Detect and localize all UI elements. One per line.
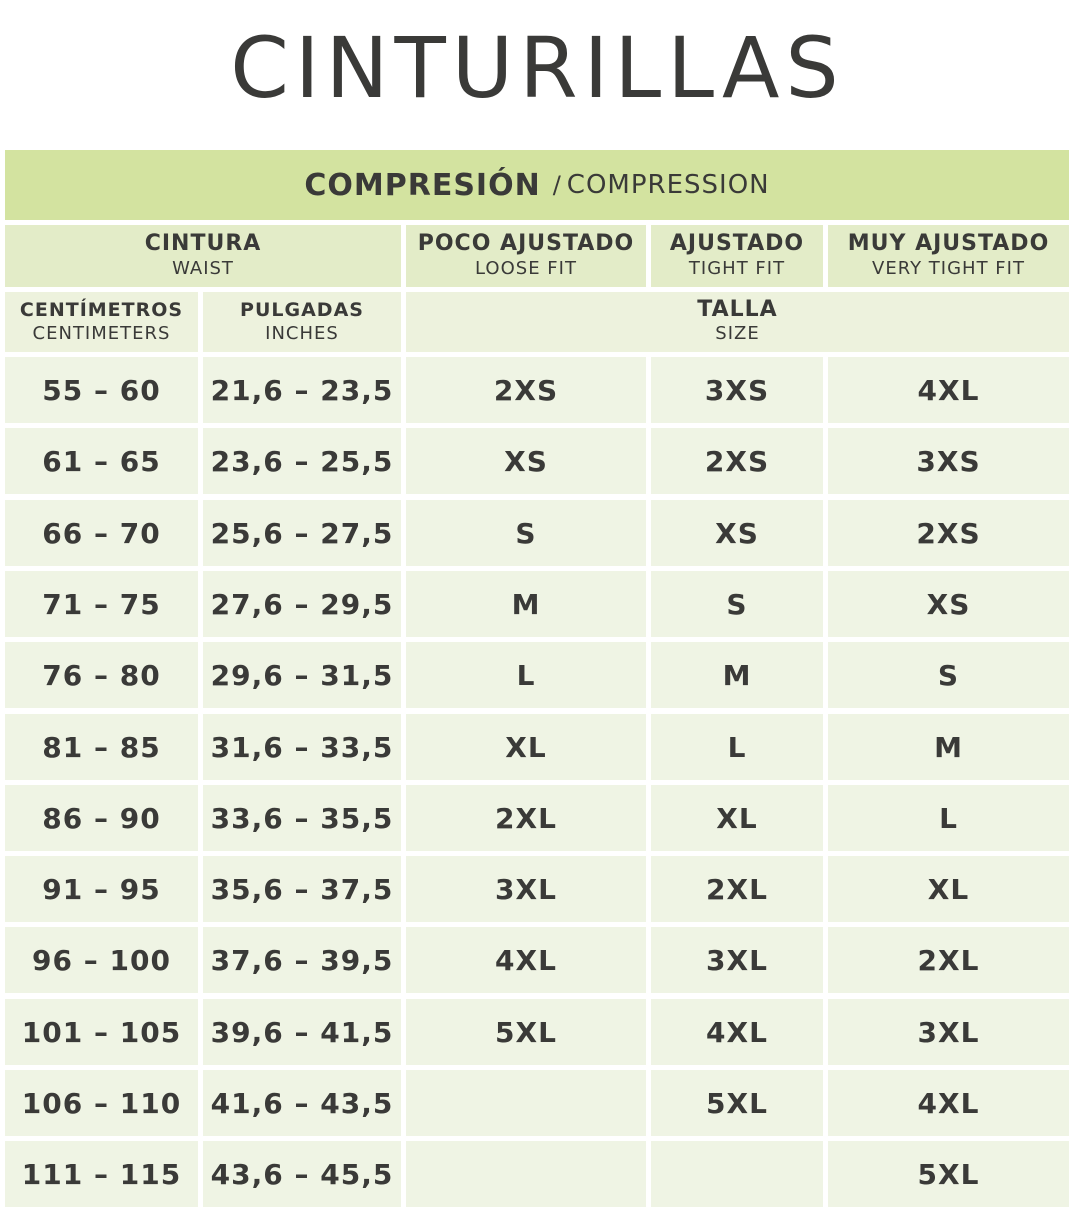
waist-header-en: WAIST: [172, 258, 234, 279]
waist-inches-cell-value: 41,6 – 43,5: [210, 1086, 394, 1120]
waist-inches-cell: [203, 357, 401, 423]
tight-fit-size-cell: [651, 1070, 823, 1136]
loose-fit-size-cell-value: XS: [504, 444, 548, 478]
very-tight-fit-size-cell: [828, 785, 1069, 851]
loose-fit-size-cell: [406, 856, 646, 922]
waist-inches-cell-value: 23,6 – 25,5: [210, 444, 394, 478]
very-tight-fit-size-cell: [828, 1141, 1069, 1207]
very-tight-fit-size-cell: [828, 999, 1069, 1065]
waist-cm-cell: [5, 1141, 198, 1207]
waist-inches-cell-value: 29,6 – 31,5: [210, 658, 394, 692]
waist-cm-cell: [5, 500, 198, 566]
very-tight-fit-size-cell: [828, 642, 1069, 708]
waist-cm-cell-value: 101 – 105: [21, 1015, 182, 1049]
page-title: CINTURILLAS: [230, 19, 845, 117]
tight-fit-size-cell-value: 2XL: [706, 872, 768, 906]
loose-fit-size-cell: [406, 785, 646, 851]
waist-inches-cell-value: 27,6 – 29,5: [210, 587, 394, 621]
tight-fit-header: [651, 225, 823, 287]
loose-fit-size-cell-value: 2XL: [495, 801, 557, 835]
waist-cm-cell-value: 86 – 90: [42, 801, 161, 835]
waist-inches-cell: [203, 500, 401, 566]
waist-header-es: CINTURA: [144, 231, 262, 256]
size-header-es: TALLA: [697, 297, 778, 322]
inches-header-es: PULGADAS: [240, 299, 364, 321]
very-tight-fit-size-cell: [828, 571, 1069, 637]
waist-cm-cell-value: 61 – 65: [42, 444, 161, 478]
loose-fit-size-cell: [406, 571, 646, 637]
waist-cm-cell: [5, 1070, 198, 1136]
very-tight-fit-size-cell-value: XL: [927, 872, 970, 906]
waist-inches-cell-value: 39,6 – 41,5: [210, 1015, 394, 1049]
waist-cm-cell: [5, 785, 198, 851]
very-tight-fit-header-en: VERY TIGHT FIT: [872, 258, 1025, 279]
loose-fit-size-cell-value: XL: [505, 730, 547, 764]
loose-fit-size-cell: [406, 428, 646, 494]
waist-cm-cell-value: 91 – 95: [42, 872, 161, 906]
waist-cm-cell-value: 111 – 115: [21, 1157, 182, 1191]
waist-cm-cell: [5, 714, 198, 780]
very-tight-fit-size-cell: [828, 856, 1069, 922]
loose-fit-size-cell: [406, 1070, 646, 1136]
waist-inches-cell-value: 21,6 – 23,5: [210, 373, 394, 407]
compression-band: [5, 150, 1069, 220]
tight-fit-header-es: AJUSTADO: [669, 231, 805, 256]
very-tight-fit-size-cell: [828, 428, 1069, 494]
compression-label-es: COMPRESIÓN: [304, 167, 541, 203]
very-tight-fit-size-cell-value: XS: [926, 587, 971, 621]
loose-fit-header-es: POCO AJUSTADO: [417, 231, 635, 256]
very-tight-fit-size-cell-value: 2XL: [917, 943, 980, 977]
waist-cm-cell: [5, 856, 198, 922]
very-tight-fit-header: [828, 225, 1069, 287]
waist-cm-cell: [5, 357, 198, 423]
tight-fit-header-en: TIGHT FIT: [688, 258, 786, 279]
size-header-en: SIZE: [715, 323, 760, 344]
waist-inches-cell-value: 37,6 – 39,5: [210, 943, 394, 977]
waist-inches-cell: [203, 428, 401, 494]
very-tight-fit-size-cell-value: 3XS: [916, 444, 981, 478]
waist-inches-cell: [203, 1070, 401, 1136]
tight-fit-size-cell: [651, 927, 823, 993]
band-separator: /: [552, 171, 561, 199]
centimeters-header: [5, 292, 198, 352]
centimeters-header-es: CENTÍMETROS: [19, 299, 184, 321]
tight-fit-size-cell: [651, 357, 823, 423]
very-tight-fit-header-es: MUY AJUSTADO: [847, 231, 1050, 256]
waist-cm-cell-value: 55 – 60: [42, 373, 161, 407]
loose-fit-size-cell-value: 2XS: [493, 373, 559, 407]
very-tight-fit-size-cell-value: L: [939, 801, 958, 835]
inches-header-en: INCHES: [265, 323, 339, 344]
loose-fit-size-cell: [406, 927, 646, 993]
tight-fit-size-cell: [651, 785, 823, 851]
tight-fit-size-cell: [651, 1141, 823, 1207]
loose-fit-size-cell-value: L: [516, 658, 536, 692]
waist-cm-cell-value: 76 – 80: [42, 658, 161, 692]
waist-inches-cell-value: 33,6 – 35,5: [210, 801, 394, 835]
tight-fit-size-cell-value: S: [726, 587, 748, 621]
tight-fit-size-cell-value: 4XL: [706, 1015, 768, 1049]
tight-fit-size-cell-value: 3XL: [706, 943, 768, 977]
loose-fit-size-cell: [406, 1141, 646, 1207]
loose-fit-size-cell: [406, 500, 646, 566]
very-tight-fit-size-cell-value: 2XS: [916, 516, 981, 550]
loose-fit-size-cell-value: S: [515, 516, 537, 550]
very-tight-fit-size-cell-value: M: [934, 730, 963, 764]
waist-inches-cell: [203, 714, 401, 780]
waist-cm-cell: [5, 428, 198, 494]
loose-fit-size-cell-value: 4XL: [495, 943, 557, 977]
loose-fit-header-en: LOOSE FIT: [475, 258, 577, 279]
inches-header: [203, 292, 401, 352]
very-tight-fit-size-cell-value: 4XL: [917, 373, 980, 407]
waist-inches-cell: [203, 642, 401, 708]
tight-fit-size-cell: [651, 428, 823, 494]
very-tight-fit-size-cell: [828, 357, 1069, 423]
waist-inches-cell-value: 31,6 – 33,5: [210, 730, 394, 764]
tight-fit-size-cell-value: M: [722, 658, 752, 692]
waist-header: [5, 225, 401, 287]
very-tight-fit-size-cell-value: 3XL: [917, 1015, 980, 1049]
tight-fit-size-cell-value: 3XS: [704, 373, 770, 407]
tight-fit-size-cell-value: XS: [715, 516, 759, 550]
loose-fit-header: [406, 225, 646, 287]
tight-fit-size-cell-value: L: [727, 730, 747, 764]
centimeters-header-en: CENTIMETERS: [32, 323, 171, 344]
waist-cm-cell: [5, 927, 198, 993]
very-tight-fit-size-cell-value: 5XL: [917, 1157, 980, 1191]
tight-fit-size-cell: [651, 714, 823, 780]
compression-label-en: COMPRESSION: [566, 170, 770, 200]
tight-fit-size-cell: [651, 500, 823, 566]
waist-cm-cell-value: 96 – 100: [32, 943, 171, 977]
loose-fit-size-cell: [406, 714, 646, 780]
very-tight-fit-size-cell-value: S: [937, 658, 960, 692]
waist-inches-cell: [203, 1141, 401, 1207]
waist-cm-cell-value: 81 – 85: [42, 730, 161, 764]
waist-inches-cell-value: 43,6 – 45,5: [210, 1157, 394, 1191]
very-tight-fit-size-cell-value: 4XL: [917, 1086, 980, 1120]
waist-cm-cell-value: 66 – 70: [42, 516, 161, 550]
waist-inches-cell-value: 35,6 – 37,5: [210, 872, 394, 906]
size-header: [406, 292, 1069, 352]
waist-inches-cell: [203, 571, 401, 637]
tight-fit-size-cell: [651, 856, 823, 922]
tight-fit-size-cell-value: XL: [716, 801, 758, 835]
tight-fit-size-cell-value: 5XL: [706, 1086, 768, 1120]
tight-fit-size-cell-value: 2XS: [704, 444, 770, 478]
loose-fit-size-cell: [406, 642, 646, 708]
waist-inches-cell: [203, 856, 401, 922]
loose-fit-size-cell-value: 5XL: [495, 1015, 557, 1049]
very-tight-fit-size-cell: [828, 927, 1069, 993]
waist-cm-cell: [5, 999, 198, 1065]
loose-fit-size-cell-value: M: [511, 587, 541, 621]
waist-inches-cell: [203, 785, 401, 851]
very-tight-fit-size-cell: [828, 500, 1069, 566]
waist-cm-cell-value: 71 – 75: [42, 587, 161, 621]
tight-fit-size-cell: [651, 571, 823, 637]
loose-fit-size-cell: [406, 357, 646, 423]
waist-cm-cell: [5, 571, 198, 637]
waist-cm-cell-value: 106 – 110: [21, 1086, 182, 1120]
waist-cm-cell: [5, 642, 198, 708]
waist-inches-cell: [203, 927, 401, 993]
waist-inches-cell-value: 25,6 – 27,5: [210, 516, 394, 550]
loose-fit-size-cell-value: 3XL: [495, 872, 557, 906]
very-tight-fit-size-cell: [828, 714, 1069, 780]
loose-fit-size-cell: [406, 999, 646, 1065]
tight-fit-size-cell: [651, 642, 823, 708]
tight-fit-size-cell: [651, 999, 823, 1065]
waist-inches-cell: [203, 999, 401, 1065]
very-tight-fit-size-cell: [828, 1070, 1069, 1136]
